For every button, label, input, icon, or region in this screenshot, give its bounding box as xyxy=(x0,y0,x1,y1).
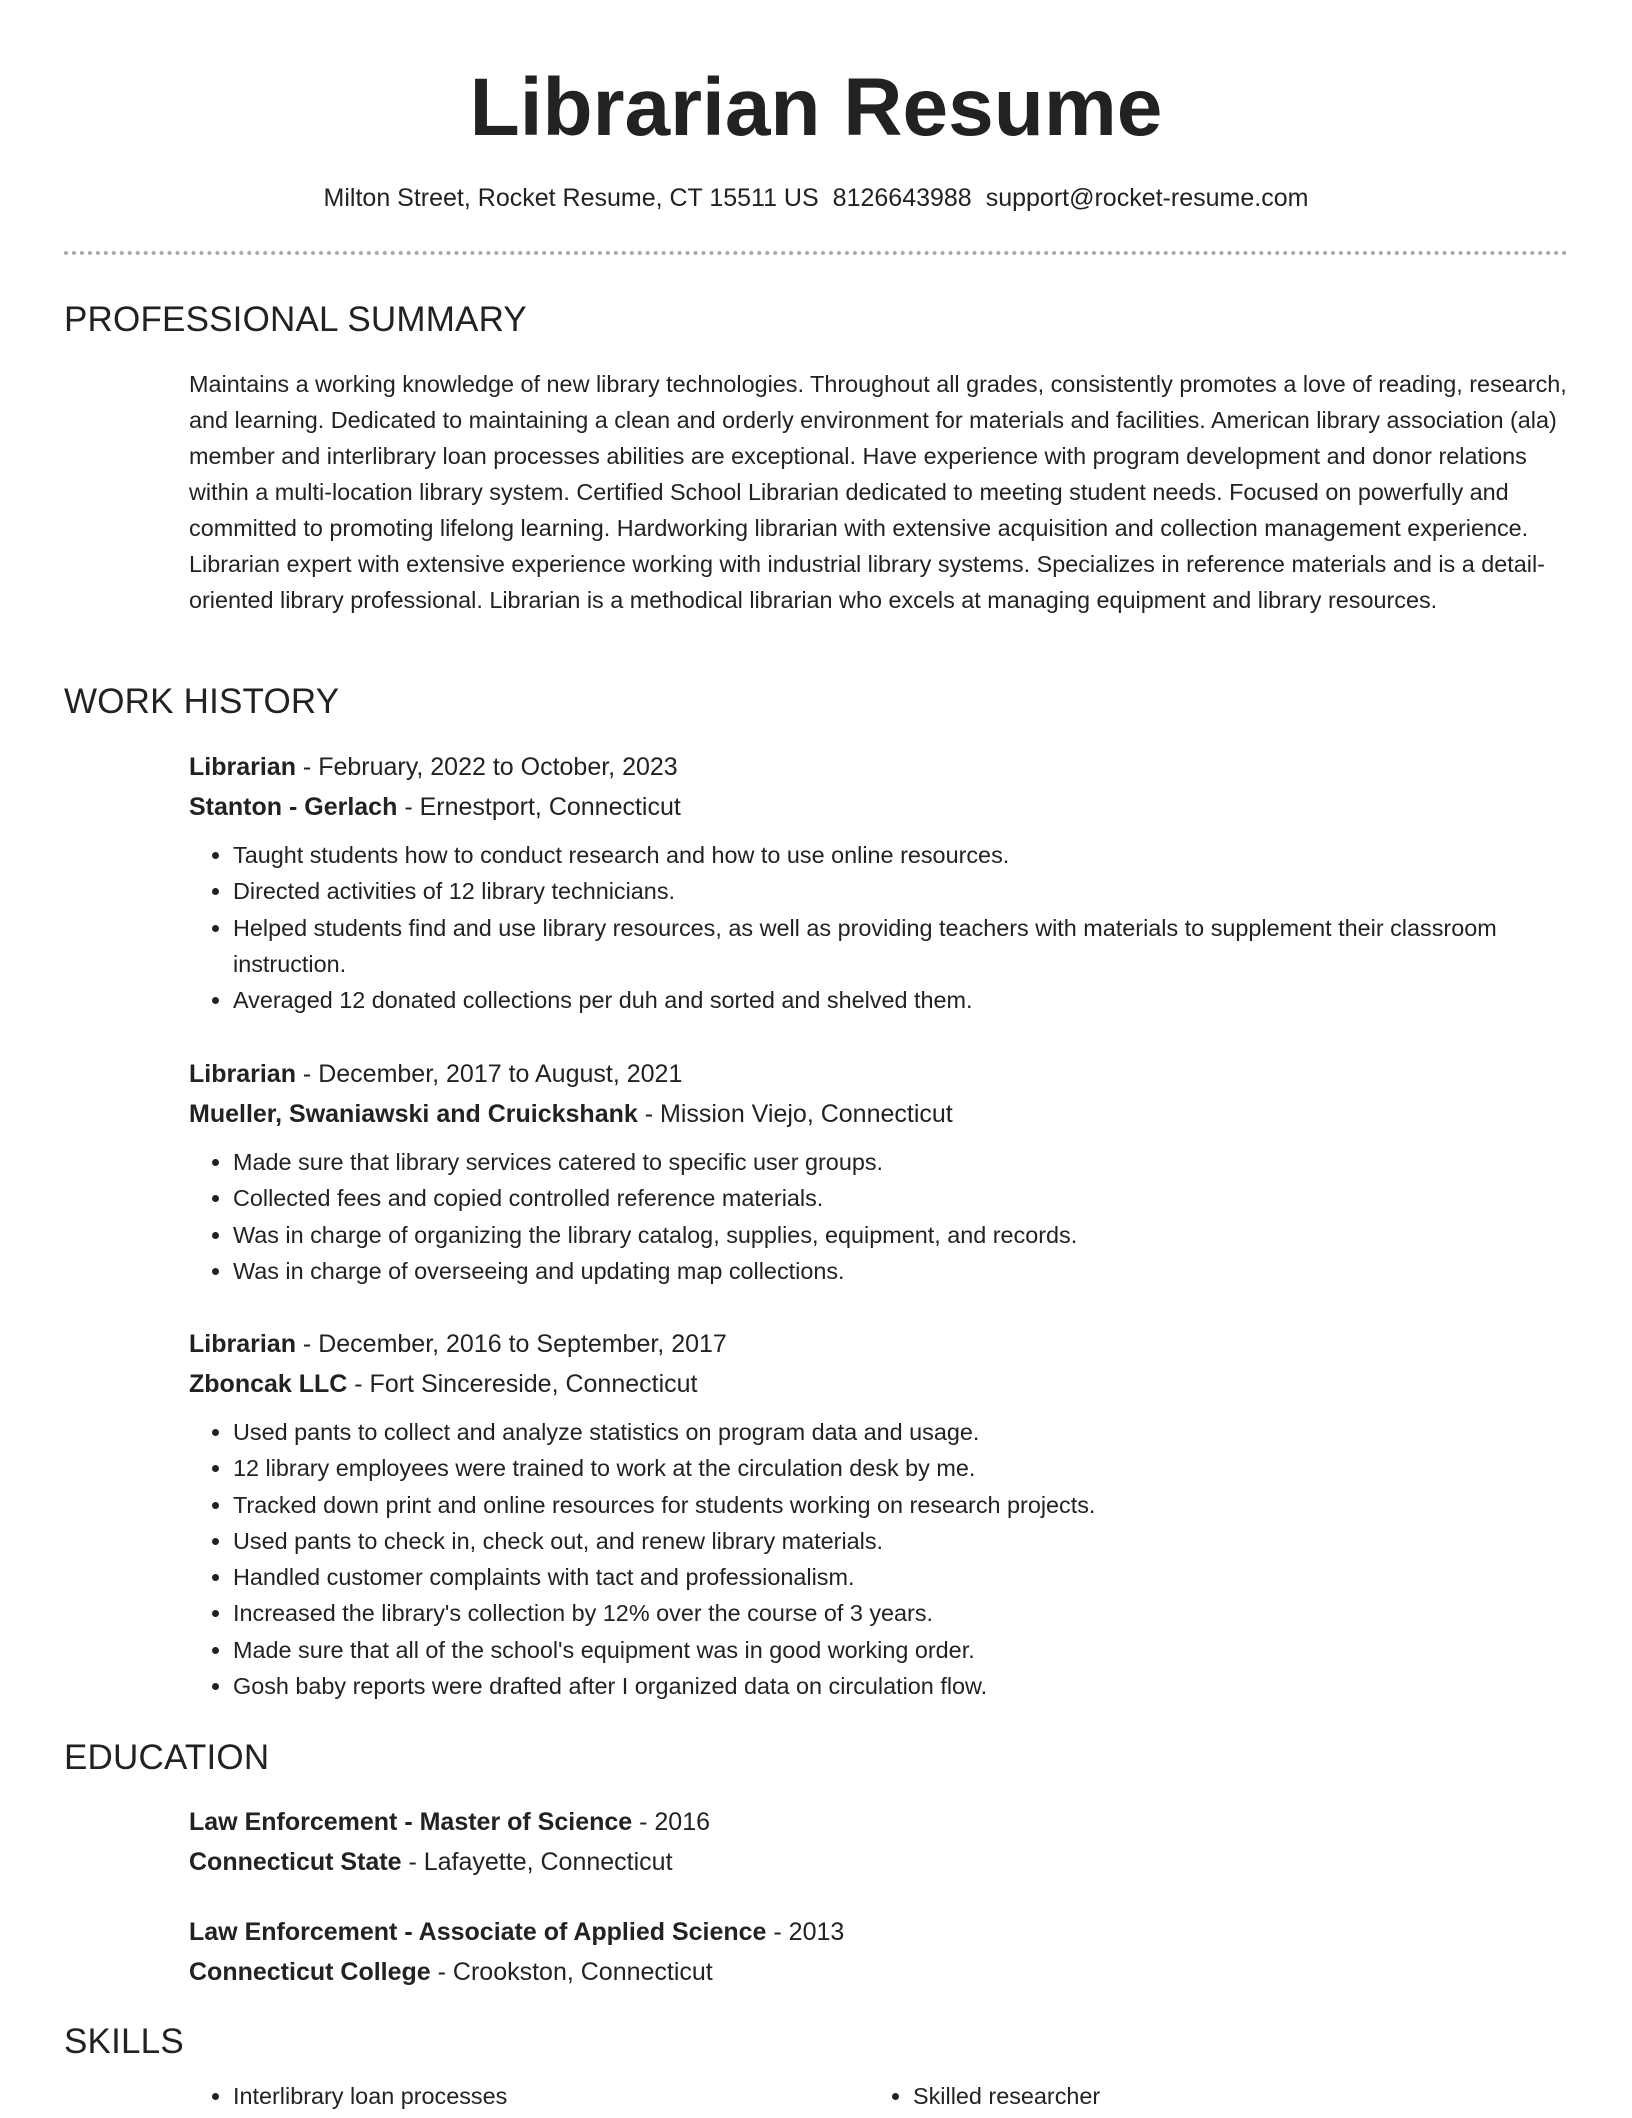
job-title: Librarian xyxy=(189,1330,296,1358)
job-location: - Fort Sincereside, Connecticut xyxy=(347,1370,698,1398)
skills-column-left xyxy=(189,2078,507,2114)
header-divider xyxy=(64,251,1568,255)
education-location: - Lafayette, Connecticut xyxy=(401,1848,673,1876)
job-dates: - February, 2022 to October, 2023 xyxy=(295,753,678,781)
education-location: - Crookston, Connecticut xyxy=(430,1958,713,1986)
list-item: • Made sure that all of the school's equipment was in good working order. xyxy=(233,1632,1569,1668)
list-item: • Helped students find and use library resources, as well as providing teachers with materials to supplement their classroom instruction. xyxy=(233,910,1569,983)
education-entry xyxy=(189,1912,1569,1992)
job-bullets xyxy=(189,1414,1569,1704)
job-title-line xyxy=(189,1324,1569,1364)
list-item: • Was in charge of organizing the library catalog, supplies, equipment, and records. xyxy=(233,1217,1569,1253)
job-bullets xyxy=(189,1144,1569,1289)
job-entry xyxy=(189,1324,1569,1704)
job-entry xyxy=(189,747,1569,1018)
job-bullets xyxy=(189,837,1569,1018)
list-item: • Gosh baby reports were drafted after I organized data on circulation flow. xyxy=(233,1668,1569,1704)
job-title-line xyxy=(189,747,1569,787)
list-item: • Used pants to collect and analyze statistics on program data and usage. xyxy=(233,1414,1569,1450)
education-year: - 2013 xyxy=(766,1918,845,1946)
job-title: Librarian xyxy=(189,1060,296,1088)
list-item: • Interlibrary loan processes xyxy=(233,2078,507,2114)
education-school-line xyxy=(189,1952,1569,1992)
skills-list xyxy=(189,2078,1569,2118)
skills-column-right xyxy=(869,2078,1100,2114)
education-degree-line xyxy=(189,1912,1569,1952)
job-title: Librarian xyxy=(189,753,296,781)
job-location: - Mission Viejo, Connecticut xyxy=(637,1100,953,1128)
contact-email: support@rocket-resume.com xyxy=(985,184,1309,212)
job-title-line xyxy=(189,1054,1569,1094)
job-company-line xyxy=(189,787,1569,827)
list-item: • Tracked down print and online resources for students working on research projects. xyxy=(233,1487,1569,1523)
list-item: • Directed activities of 12 library technicians. xyxy=(233,873,1569,909)
job-dates: - December, 2017 to August, 2021 xyxy=(295,1060,683,1088)
contact-phone: 8126643988 xyxy=(832,184,972,212)
job-entry xyxy=(189,1054,1569,1289)
section-title-work: WORK HISTORY xyxy=(64,682,340,721)
education-school-line xyxy=(189,1842,1569,1882)
list-item: • Collected fees and copied controlled reference materials. xyxy=(233,1180,1569,1216)
education-degree: Law Enforcement - Associate of Applied Science xyxy=(189,1918,767,1946)
list-item: • Increased the library's collection by 12% over the course of 3 years. xyxy=(233,1595,1569,1631)
education-school: Connecticut College xyxy=(189,1958,431,1986)
list-item: • Taught students how to conduct research and how to use online resources. xyxy=(233,837,1569,873)
list-item: • Made sure that library services catered to specific user groups. xyxy=(233,1144,1569,1180)
contact-address: Milton Street, Rocket Resume, CT 15511 US xyxy=(323,184,819,212)
list-item: • Averaged 12 donated collections per duh and sorted and shelved them. xyxy=(233,982,1569,1018)
education-entry xyxy=(189,1802,1569,1882)
summary-text: Maintains a working knowledge of new library technologies. Throughout all grades, consistently promotes a love of reading, research, and learning. Dedicated to maintaining a clean and orderly environment for materials and facilities. American library association (ala) member and interlibrary loan processes abilities are exceptional. Have experience with program development and donor relations within a multi-location library system. Certified School Librarian dedicated to meeting student needs. Focused on powerfully and committed to promoting lifelong learning. Hardworking librarian with extensive acquisition and collection management experience. Librarian expert with extensive experience working with industrial library systems. Specializes in reference materials and is a detail-oriented library professional. Librarian is a methodical librarian who excels at managing equipment and library resources. xyxy=(189,371,1567,613)
education-year: - 2016 xyxy=(632,1808,711,1836)
list-item: • Skilled researcher xyxy=(913,2078,1100,2114)
job-company-line xyxy=(189,1364,1569,1404)
education-school: Connecticut State xyxy=(189,1848,402,1876)
list-item: • 12 library employees were trained to work at the circulation desk by me. xyxy=(233,1450,1569,1486)
job-company: Zboncak LLC xyxy=(189,1370,348,1398)
section-title-summary: PROFESSIONAL SUMMARY xyxy=(64,300,527,339)
job-company: Stanton - Gerlach xyxy=(189,793,398,821)
list-item: • Was in charge of overseeing and updating map collections. xyxy=(233,1253,1569,1289)
job-company: Mueller, Swaniawski and Cruickshank xyxy=(189,1100,638,1128)
list-item: • Handled customer complaints with tact and professionalism. xyxy=(233,1559,1569,1595)
resume-title: Librarian Resume xyxy=(469,62,1163,153)
section-title-education: EDUCATION xyxy=(64,1738,270,1777)
list-item: • Used pants to check in, check out, and renew library materials. xyxy=(233,1523,1569,1559)
education-degree: Law Enforcement - Master of Science xyxy=(189,1808,633,1836)
contact-line xyxy=(0,181,1632,215)
education-degree-line xyxy=(189,1802,1569,1842)
section-title-skills: SKILLS xyxy=(64,2022,184,2061)
job-location: - Ernestport, Connecticut xyxy=(397,793,681,821)
job-company-line xyxy=(189,1094,1569,1134)
job-dates: - December, 2016 to September, 2017 xyxy=(295,1330,727,1358)
